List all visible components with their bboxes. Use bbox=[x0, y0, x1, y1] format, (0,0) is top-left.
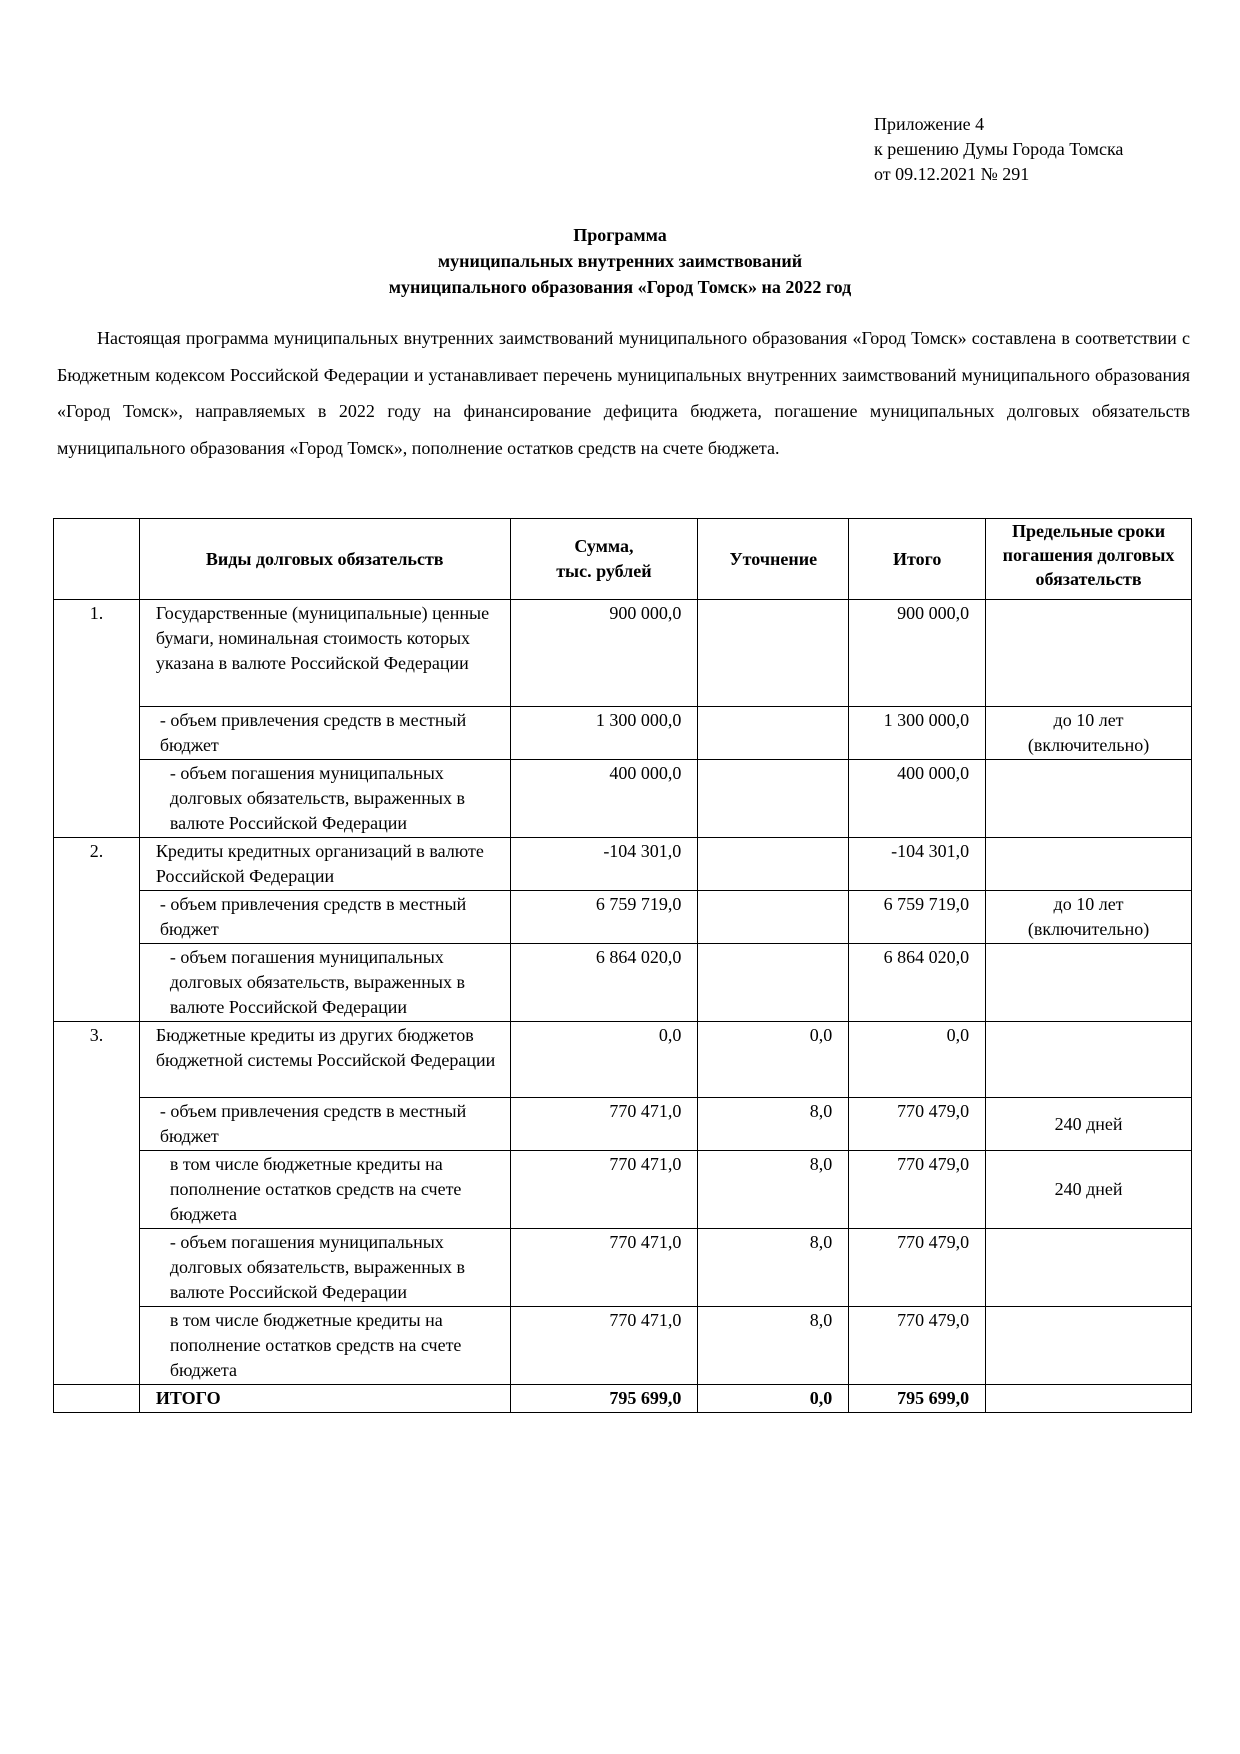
header-adjustment: Уточнение bbox=[698, 519, 849, 600]
header-sum-line: тыс. рублей bbox=[556, 561, 652, 581]
row-sum: 770 471,0 bbox=[510, 1307, 698, 1385]
row-sum: 770 471,0 bbox=[510, 1098, 698, 1151]
row-term: 240 дней bbox=[986, 1151, 1192, 1229]
row-total: 900 000,0 bbox=[849, 600, 986, 707]
row-adjustment bbox=[698, 838, 849, 891]
row-label: Кредиты кредитных организаций в валюте Российской Федерации bbox=[139, 838, 510, 891]
attachment-line: к решению Думы Города Томска bbox=[874, 139, 1124, 159]
header-type: Виды долговых обязательств bbox=[139, 519, 510, 600]
row-label: Государственные (муниципальные) ценные бумаги, номинальная стоимость которых указана в валюте Российской Федерации bbox=[139, 600, 510, 707]
total-label: ИТОГО bbox=[139, 1385, 510, 1413]
row-term bbox=[986, 760, 1192, 838]
attachment-block bbox=[874, 112, 1123, 187]
header-sum-line: Сумма, bbox=[574, 536, 634, 556]
document-title bbox=[0, 222, 1240, 300]
title-line: Программа bbox=[573, 225, 667, 245]
total-sum: 795 699,0 bbox=[510, 1385, 698, 1413]
row-num bbox=[54, 707, 140, 760]
row-label: - объем привлечения средств в местный бюджет bbox=[139, 1098, 510, 1151]
row-term: до 10 лет (включительно) bbox=[986, 891, 1192, 944]
row-adjustment: 8,0 bbox=[698, 1307, 849, 1385]
row-sum: -104 301,0 bbox=[510, 838, 698, 891]
total-num bbox=[54, 1385, 140, 1413]
row-term bbox=[986, 838, 1192, 891]
total-row bbox=[54, 1385, 1192, 1413]
row-num: 1. bbox=[54, 600, 140, 707]
row-label: - объем погашения муниципальных долговых обязательств, выраженных в валюте Российской Федерации bbox=[139, 944, 510, 1022]
row-total: 0,0 bbox=[849, 1022, 986, 1098]
header-num bbox=[54, 519, 140, 600]
row-sum: 770 471,0 bbox=[510, 1151, 698, 1229]
row-num bbox=[54, 891, 140, 944]
row-total: 6 864 020,0 bbox=[849, 944, 986, 1022]
table-row bbox=[54, 1307, 1192, 1385]
row-num: 2. bbox=[54, 838, 140, 891]
row-term bbox=[986, 600, 1192, 707]
row-label: в том числе бюджетные кредиты на пополнение остатков средств на счете бюджета bbox=[139, 1151, 510, 1229]
row-term bbox=[986, 1229, 1192, 1307]
row-label: - объем привлечения средств в местный бюджет bbox=[139, 891, 510, 944]
intro-paragraph bbox=[57, 320, 1190, 466]
table-row bbox=[54, 838, 1192, 891]
row-sum: 6 759 719,0 bbox=[510, 891, 698, 944]
row-adjustment: 8,0 bbox=[698, 1229, 849, 1307]
row-sum: 1 300 000,0 bbox=[510, 707, 698, 760]
row-num: 3. bbox=[54, 1022, 140, 1098]
row-total: -104 301,0 bbox=[849, 838, 986, 891]
row-total: 770 479,0 bbox=[849, 1098, 986, 1151]
row-num bbox=[54, 1307, 140, 1385]
attachment-line: от 09.12.2021 № 291 bbox=[874, 164, 1030, 184]
row-adjustment bbox=[698, 760, 849, 838]
row-label: Бюджетные кредиты из других бюджетов бюджетной системы Российской Федерации bbox=[139, 1022, 510, 1098]
row-num bbox=[54, 760, 140, 838]
title-line: муниципального образования «Город Томск» на 2022 год bbox=[388, 277, 852, 297]
row-total: 1 300 000,0 bbox=[849, 707, 986, 760]
row-term bbox=[986, 1022, 1192, 1098]
row-label: - объем погашения муниципальных долговых обязательств, выраженных в валюте Российской Федерации bbox=[139, 760, 510, 838]
row-num bbox=[54, 944, 140, 1022]
row-label: в том числе бюджетные кредиты на пополнение остатков средств на счете бюджета bbox=[139, 1307, 510, 1385]
row-adjustment bbox=[698, 707, 849, 760]
row-total: 770 479,0 bbox=[849, 1151, 986, 1229]
table-row bbox=[54, 707, 1192, 760]
table-row bbox=[54, 944, 1192, 1022]
header-sum bbox=[510, 519, 698, 600]
row-sum: 0,0 bbox=[510, 1022, 698, 1098]
table-row bbox=[54, 760, 1192, 838]
title-line: муниципальных внутренних заимствований bbox=[437, 251, 803, 271]
total-adjustment: 0,0 bbox=[698, 1385, 849, 1413]
table-row bbox=[54, 1022, 1192, 1098]
attachment-line: Приложение 4 bbox=[874, 114, 985, 134]
row-term: до 10 лет (включительно) bbox=[986, 707, 1192, 760]
table-row bbox=[54, 1098, 1192, 1151]
header-term: Предельные сроки погашения долговых обязательств bbox=[986, 519, 1192, 600]
row-adjustment: 8,0 bbox=[698, 1151, 849, 1229]
row-total: 770 479,0 bbox=[849, 1229, 986, 1307]
header-total: Итого bbox=[849, 519, 986, 600]
row-label: - объем привлечения средств в местный бюджет bbox=[139, 707, 510, 760]
table-row bbox=[54, 600, 1192, 707]
row-sum: 900 000,0 bbox=[510, 600, 698, 707]
row-num bbox=[54, 1098, 140, 1151]
table-row bbox=[54, 891, 1192, 944]
table-header-row bbox=[54, 519, 1192, 600]
row-adjustment bbox=[698, 600, 849, 707]
row-total: 6 759 719,0 bbox=[849, 891, 986, 944]
total-total: 795 699,0 bbox=[849, 1385, 986, 1413]
table-row bbox=[54, 1151, 1192, 1229]
borrowing-program-table bbox=[53, 518, 1192, 1413]
row-term: 240 дней bbox=[986, 1098, 1192, 1151]
row-total: 400 000,0 bbox=[849, 760, 986, 838]
row-label: - объем погашения муниципальных долговых обязательств, выраженных в валюте Российской Федерации bbox=[139, 1229, 510, 1307]
row-adjustment bbox=[698, 891, 849, 944]
row-term bbox=[986, 944, 1192, 1022]
row-term bbox=[986, 1307, 1192, 1385]
table-row bbox=[54, 1229, 1192, 1307]
row-adjustment bbox=[698, 944, 849, 1022]
row-total: 770 479,0 bbox=[849, 1307, 986, 1385]
intro-text: Настоящая программа муниципальных внутренних заимствований муниципального образования «Город Томск» составлена в соответствии с Бюджетным кодексом Российской Федерации и устанавливает перечень муниципальных внутренних заимствований муниципального образования «Город Томск», направляемых в 2022 году на финансирование дефицита бюджета, погашение муниципальных долговых обязательств муниципального образования «Город Томск», пополнение остатков средств на счете бюджета. bbox=[57, 328, 1190, 458]
row-num bbox=[54, 1229, 140, 1307]
total-term bbox=[986, 1385, 1192, 1413]
row-adjustment: 0,0 bbox=[698, 1022, 849, 1098]
row-sum: 400 000,0 bbox=[510, 760, 698, 838]
row-sum: 770 471,0 bbox=[510, 1229, 698, 1307]
row-num bbox=[54, 1151, 140, 1229]
row-adjustment: 8,0 bbox=[698, 1098, 849, 1151]
row-sum: 6 864 020,0 bbox=[510, 944, 698, 1022]
